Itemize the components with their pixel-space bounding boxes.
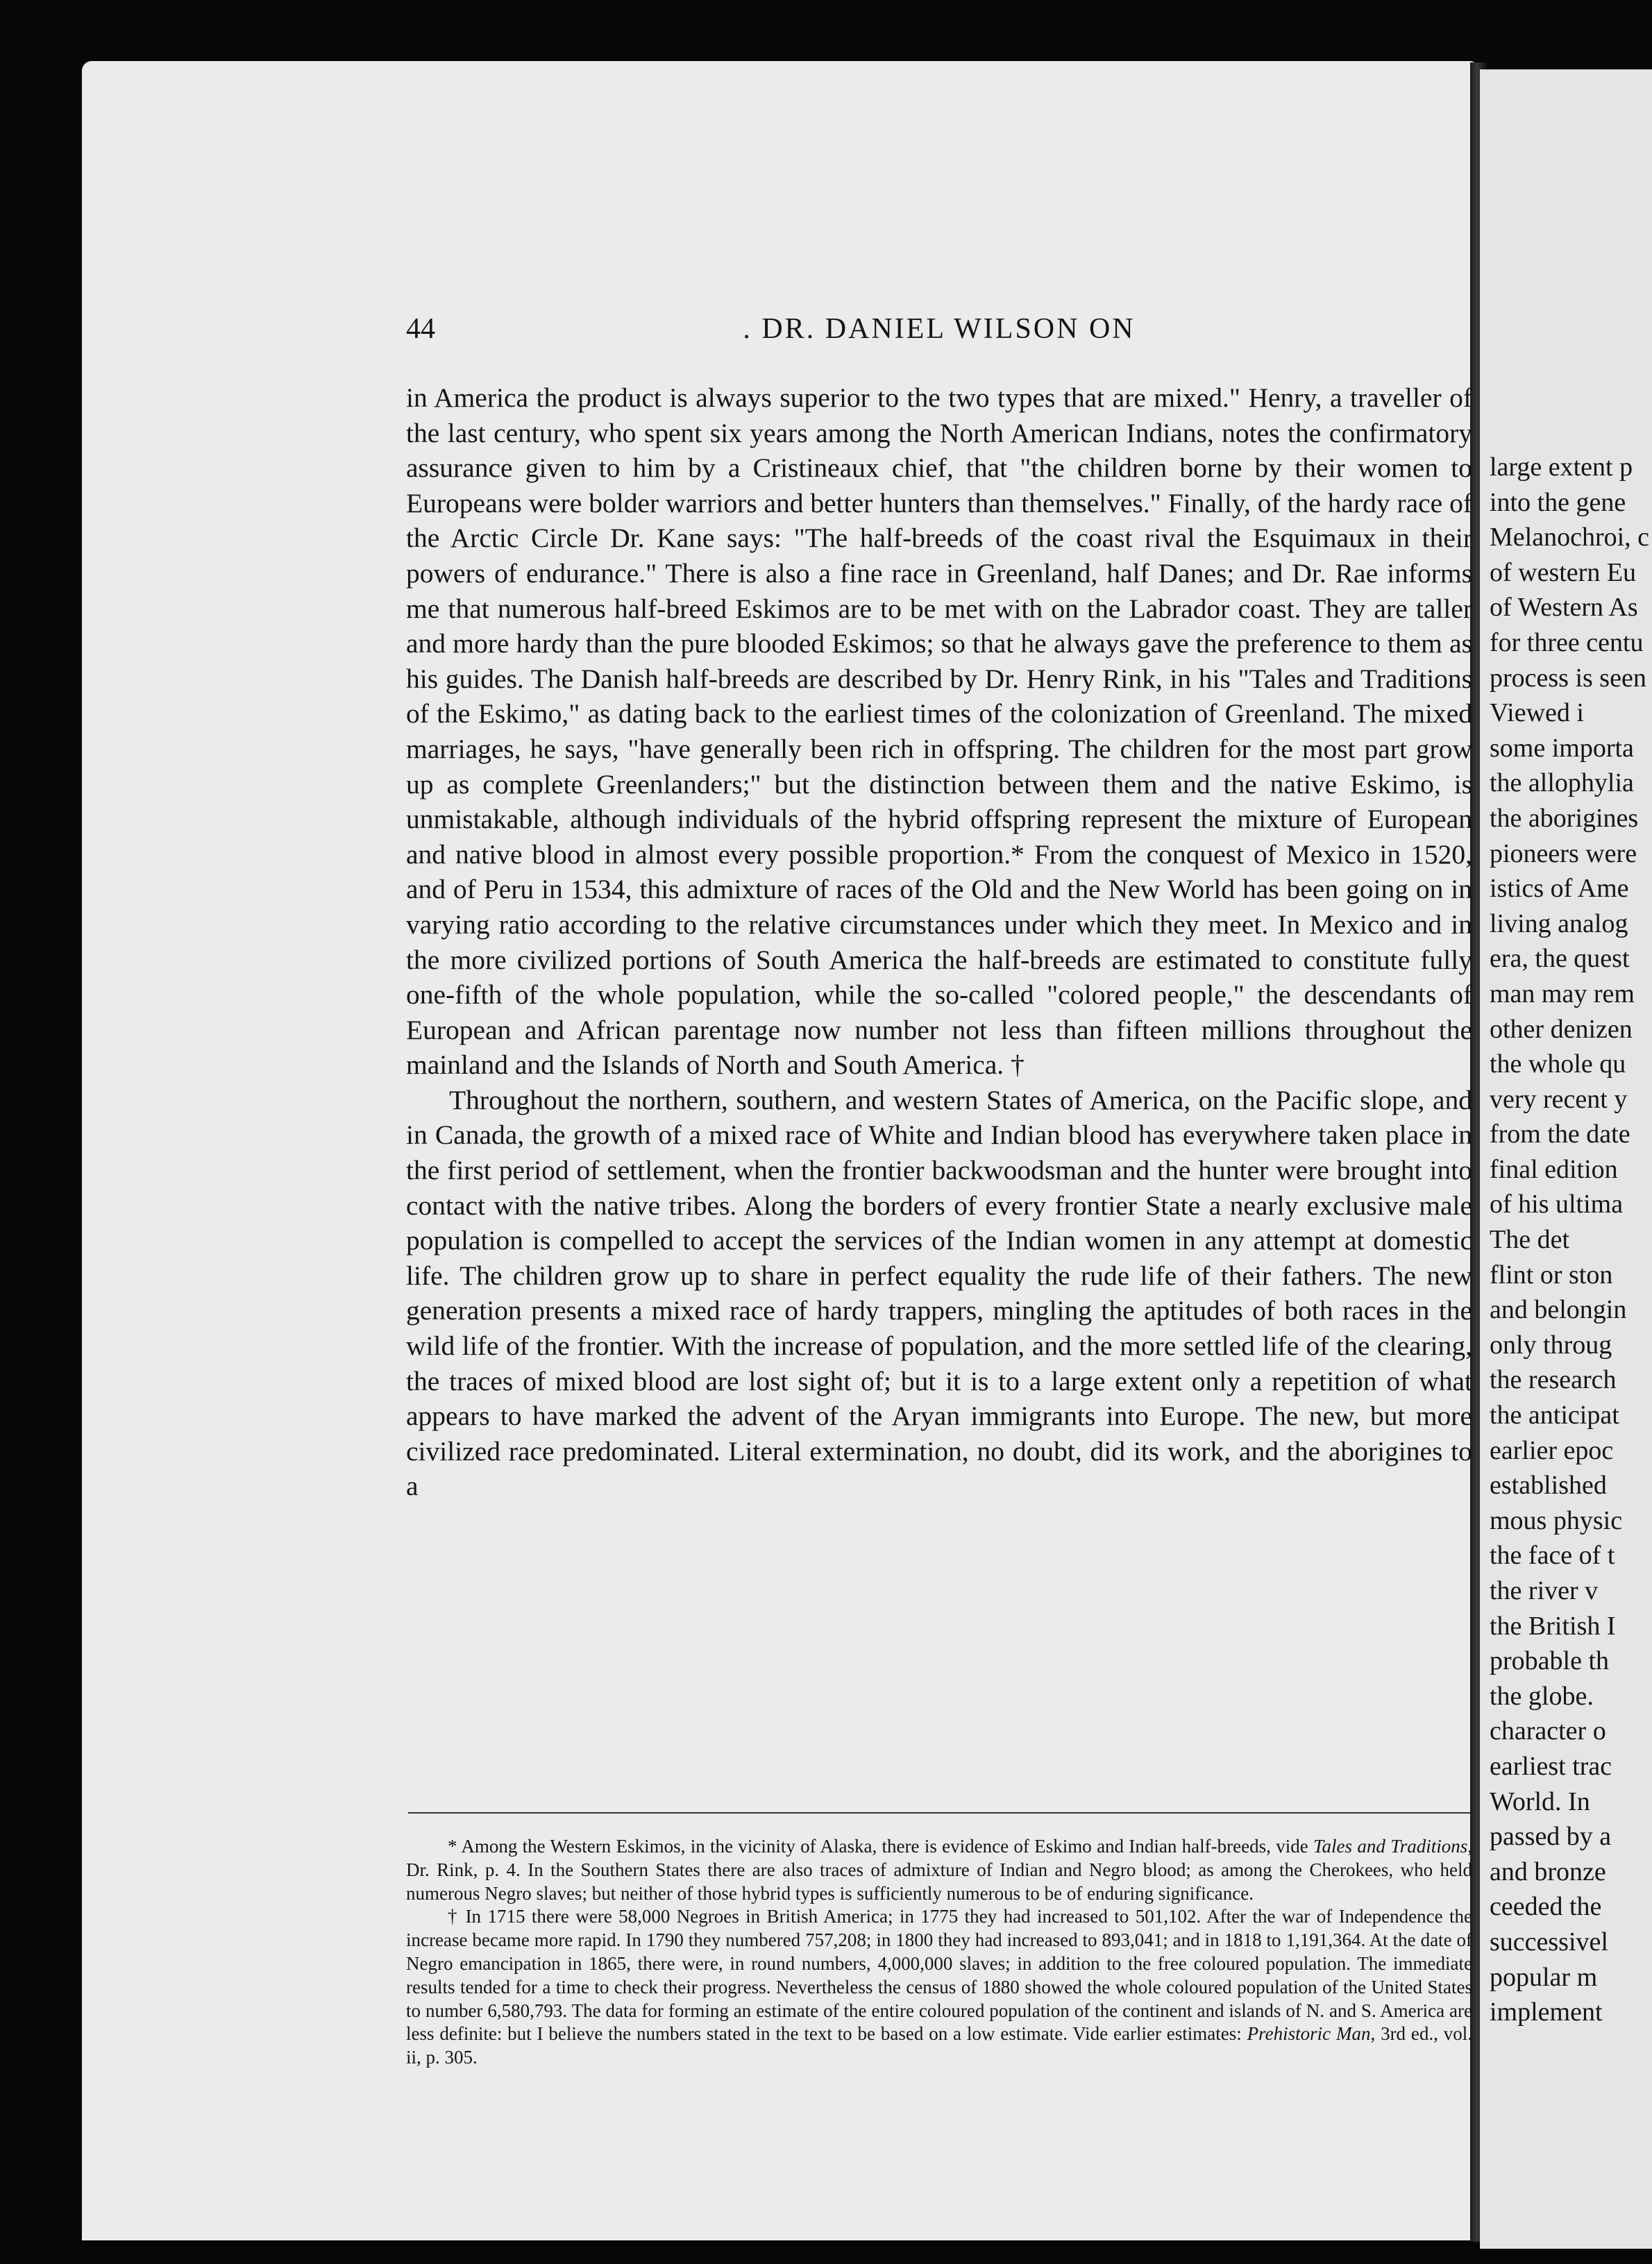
facing-page-line: the aborigines: [1490, 803, 1639, 833]
facing-page-line: from the date: [1490, 1120, 1630, 1149]
footnote-1: * Among the Western Eskimos, in the vicinity of Alaska, there is evidence of Eskimo and Indian half-breeds, vide Tales and Traditions, Dr. Rink, p. 4. In the Southern States there are also traces of admixture of Indian and Negro blood; as among the Cherokees, who held numerous Negro slaves; but neither of those hybrid types is sufficiently numerous to be of enduring significance.: [406, 1836, 1472, 1904]
facing-page-line: the allophylia: [1490, 768, 1634, 798]
facing-page-line: other denizen: [1490, 1014, 1633, 1044]
facing-page-line: probable th: [1490, 1646, 1610, 1676]
facing-page-line: into the gene: [1490, 487, 1626, 517]
book-page-right: [1480, 69, 1652, 2249]
facing-page-line: Melanochroi, c: [1490, 523, 1650, 552]
facing-page-line: process is seen: [1490, 663, 1646, 693]
footnote-2: † In 1715 there were 58,000 Negroes in British America; in 1775 they had increased to 501,102. After the war of Independence the increase became more rapid. In 1790 they numbered 757,208; in 1800 they had increased to 893,041; and in 1818 to 1,191,364. At the date of Negro emancipation in 1865, there were, in round numbers, 4,000,000 slaves; in addition to the free coloured population. The immediate results tended for a time to check their progress. Nevertheless the census of 1880 showed the whole coloured population of the United States to number 6,580,793. The data for forming an estimate of the entire coloured population of the continent and islands of N. and S. America are less definite: but I believe the numbers stated in the text to be based on a low estimate. Vide earlier estimates: Prehistoric Man, 3rd ed., vol. ii, p. 305.: [406, 1906, 1472, 2068]
facing-page-line: for three centu: [1490, 627, 1644, 657]
facing-page-line: the globe.: [1490, 1681, 1594, 1711]
footnote-rule: [408, 1812, 1470, 1814]
facing-page-line: pioneers were: [1490, 838, 1637, 868]
facing-page-line: final edition: [1490, 1154, 1618, 1184]
facing-page-line: character o: [1490, 1716, 1606, 1746]
facing-page-line: passed by a: [1490, 1822, 1612, 1852]
facing-page-line: only throug: [1490, 1330, 1612, 1360]
facing-page-line: and bronze: [1490, 1857, 1606, 1886]
facing-page-line: the river v: [1490, 1576, 1599, 1605]
facing-page-line: Viewed i: [1490, 698, 1584, 728]
facing-page-line: living analog: [1490, 909, 1628, 938]
footnotes: [406, 1835, 1472, 2070]
running-title: . DR. DANIEL WILSON ON: [743, 313, 1136, 345]
facing-page-line: The det: [1490, 1225, 1570, 1255]
paragraph: in America the product is always superior to the two types that are mixed." Henry, a traveller of the last century, who spent six years among the North American Indians, notes the confirmatory assurance given to him by a Cristineaux chief, that "the children borne by their women to Europeans were bolder warriors and better hunters than themselves." Finally, of the hardy race of the Arctic Circle Dr. Kane says: "The half-breeds of the coast rival the Esquimaux in their powers of endurance." There is also a fine race in Greenland, half Danes; and Dr. Rae informs me that numerous half-breed Eskimos are to be met with on the Labrador coast. They are taller and more hardy than the pure blooded Eskimos; so that he always gave the preference to them as his guides. The Danish half-breeds are described by Dr. Henry Rink, in his "Tales and Traditions of the Eskimo," as dating back to the earliest times of the colonization of Greenland. The mixed marriages, he says, "have generally been rich in offspring. The children for the most part grow up as complete Greenlanders;" but the distinction between them and the native Eskimo, is unmistakable, although individuals of the hybrid offspring represent the mixture of European and native blood in almost every possible proportion.* From the conquest of Mexico in 1520, and of Peru in 1534, this admixture of races of the Old and the New World has been going on in varying ratio according to the relative circumstances under which they meet. In Mexico and in the more civilized portions of South America the half-breeds are estimated to constitute fully one-fifth of the whole population, while the so-called "colored people," the descendants of European and African parentage now number not less than fifteen millions throughout the mainland and the Islands of North and South America. †: [406, 382, 1472, 1081]
facing-page-line: of Western As: [1490, 593, 1638, 623]
facing-page-line: the whole qu: [1490, 1049, 1626, 1079]
facing-page-line: earlier epoc: [1490, 1435, 1614, 1465]
facing-page-line: earliest trac: [1490, 1751, 1612, 1781]
facing-page-line: World. In: [1490, 1786, 1590, 1816]
facing-page-line: the anticipat: [1490, 1401, 1619, 1430]
facing-page-line: implement: [1490, 1997, 1603, 2027]
facing-page-line: era, the quest: [1490, 944, 1630, 974]
facing-page-line: successivel: [1490, 1927, 1608, 1957]
facing-page-line: of his ultima: [1490, 1190, 1624, 1219]
facing-page-line: the face of t: [1490, 1541, 1615, 1571]
facing-page-line: istics of Ame: [1490, 874, 1629, 904]
facing-page-line: ceeded the: [1490, 1892, 1602, 1922]
facing-page-line: some importa: [1490, 733, 1634, 763]
facing-page-text: [1490, 450, 1649, 2030]
paragraph: Throughout the northern, southern, and western States of America, on the Pacific slope, and in Canada, the growth of a mixed race of White and Indian blood has everywhere taken place in the first period of settlement, when the frontier backwoodsman and the hunter were brought into contact with the native tribes. Along the borders of every frontier State a nearly exclusive male population is compelled to accept the services of the Indian women in any attempt at domestic life. The children grow up to share in perfect equality the rude life of their fathers. The new generation presents a mixed race of hardy trappers, mingling the aptitudes of both races in the wild life of the frontier. With the increase of population, and the more settled life of the clearing, the traces of mixed blood are lost sight of; but it is to a large extent only a repetition of what appears to have marked the advent of the Aryan immigrants into Europe. The new, but more civilized race predominated. Literal extermination, no doubt, did its work, and the aborigines to a: [406, 1084, 1472, 1502]
facing-page-line: and belongin: [1490, 1295, 1627, 1325]
facing-page-line: the research: [1490, 1365, 1617, 1395]
facing-page-line: of western Eu: [1490, 557, 1637, 587]
facing-page-line: very recent y: [1490, 1084, 1628, 1114]
facing-page-line: popular m: [1490, 1962, 1598, 1992]
facing-page-line: flint or ston: [1490, 1260, 1613, 1290]
facing-page-line: large extent p: [1490, 453, 1633, 482]
main-text: [406, 380, 1472, 1504]
facing-page-line: established: [1490, 1471, 1607, 1501]
facing-page-line: man may rem: [1490, 979, 1635, 1008]
facing-page-line: mous physic: [1490, 1505, 1623, 1535]
facing-page-line: the British I: [1490, 1611, 1616, 1641]
page-number: 44: [406, 313, 435, 345]
